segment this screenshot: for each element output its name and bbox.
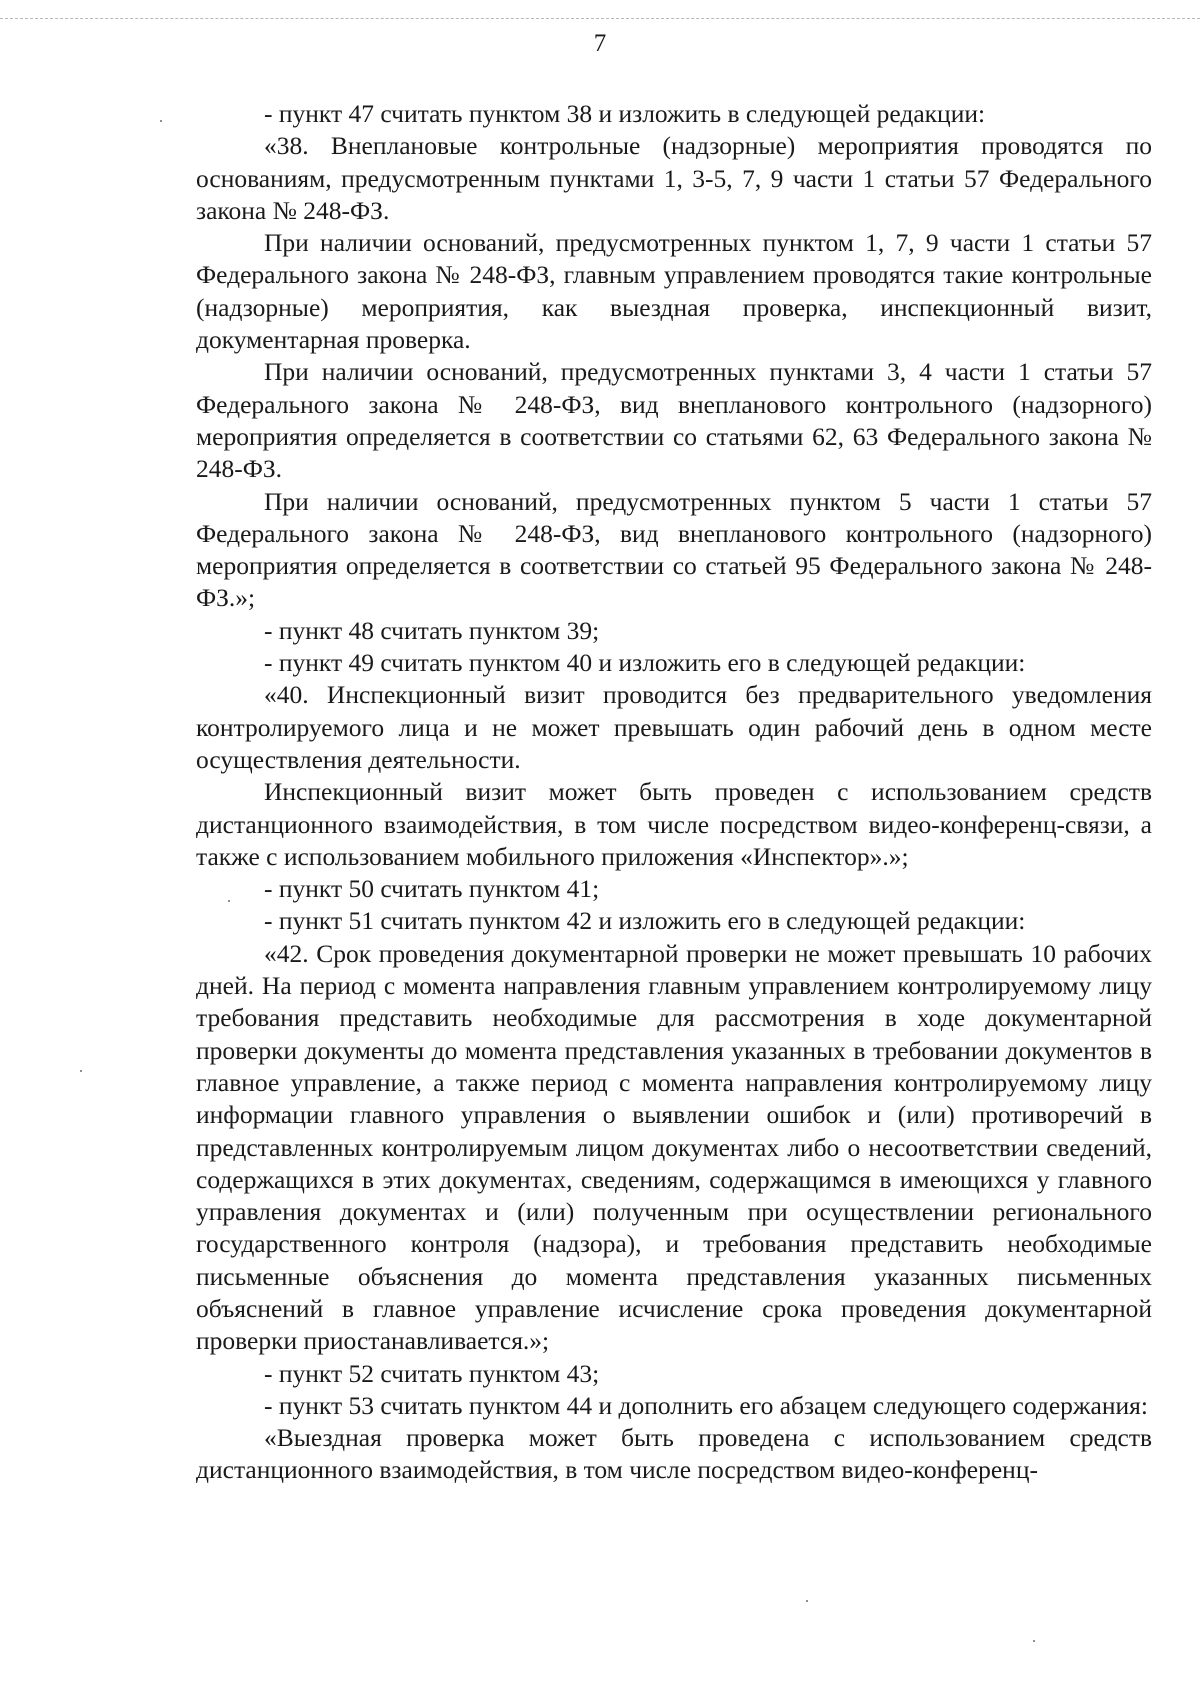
- scan-edge-line: [0, 18, 1200, 19]
- paragraph-12: «42. Срок проведения документарной проверки не может превышать 10 рабочих дней. На период с момента направления главным управлением контролируемому лицу требования представить необходимые для рассмотрения в ходе документарной проверки документы до момента представления указанных в требовании документов в главное управление, а также период с момента направления контролируемому лицу информации главного управления о выявлении ошибок и (или) противоречий в представленных контролируемым лицом документах либо о несоответствии сведений, содержащихся в этих документах, сведениям, содержащимся в имеющихся у главного управления документах и (или) полученным при осуществлении регионального государственного контроля (надзора), и требования представить необходимые письменные объяснения до момента представления указанных письменных объяснений в главное управление исчисление срока проведения документарной проверки приостанавливается.»;: [196, 938, 1152, 1356]
- paragraph-11: - пункт 51 считать пунктом 42 и изложить его в следующей редакции:: [264, 906, 1026, 936]
- paragraph-15: «Выездная проверка может быть проведена с использованием средств дистанционного взаимодействия, в том числе посредством видео-конференц-: [196, 1423, 1152, 1485]
- scan-speck: [228, 900, 230, 902]
- paragraph-1: - пункт 47 считать пунктом 38 и изложить в следующей редакции:: [264, 99, 986, 128]
- scan-speck: [160, 120, 162, 122]
- scan-speck: [80, 1070, 82, 1072]
- paragraph-5: При наличии оснований, предусмотренных пунктом 5 части 1 статьи 57 Федерального закона № 248-ФЗ, вид внепланового контрольного (надзорного) мероприятия определяется в соответствии со статьей 95 Федерального закона № 248-ФЗ.»;: [196, 486, 1152, 613]
- paragraph-2: «38. Внеплановые контрольные (надзорные) мероприятия проводятся по основаниям, предусмотренным пунктами 1, 3-5, 7, 9 части 1 статьи 57 Федерального закона № 248-ФЗ.: [196, 131, 1152, 225]
- paragraph-4: При наличии оснований, предусмотренных пунктами 3, 4 части 1 статьи 57 Федерального закона № 248-ФЗ, вид внепланового контрольного (надзорного) мероприятия определяется в соответствии со статьями 62, 63 Федерального закона № 248-ФЗ.: [196, 357, 1152, 484]
- paragraph-13: - пункт 52 считать пунктом 43;: [264, 1358, 600, 1388]
- paragraph-3: При наличии оснований, предусмотренных пунктом 1, 7, 9 части 1 статьи 57 Федерального закона № 248-ФЗ, главным управлением проводятся такие контрольные (надзорные) мероприятия, как выездная проверка, инспекционный визит, документарная проверка.: [196, 228, 1152, 355]
- page-number: 7: [593, 30, 607, 57]
- document-body: [196, 98, 1152, 1487]
- scan-speck: [1033, 1640, 1035, 1642]
- paragraph-9: Инспекционный визит может быть проведен с использованием средств дистанционного взаимодействия, в том числе посредством видео-конференц-связи, а также с использованием мобильного приложения «Инспектор».»;: [196, 777, 1152, 871]
- paragraph-7: - пункт 49 считать пунктом 40 и изложить его в следующей редакции:: [264, 648, 1026, 678]
- scan-speck: [806, 1600, 808, 1602]
- paragraph-10: - пункт 50 считать пунктом 41;: [264, 874, 600, 904]
- paragraph-6: - пункт 48 считать пунктом 39;: [264, 615, 600, 645]
- paragraph-14: - пункт 53 считать пунктом 44 и дополнить его абзацем следующего содержания:: [264, 1390, 1148, 1420]
- paragraph-8: «40. Инспекционный визит проводится без предварительного уведомления контролируемого лица и не может превышать один рабочий день в одном месте осуществления деятельности.: [196, 680, 1152, 774]
